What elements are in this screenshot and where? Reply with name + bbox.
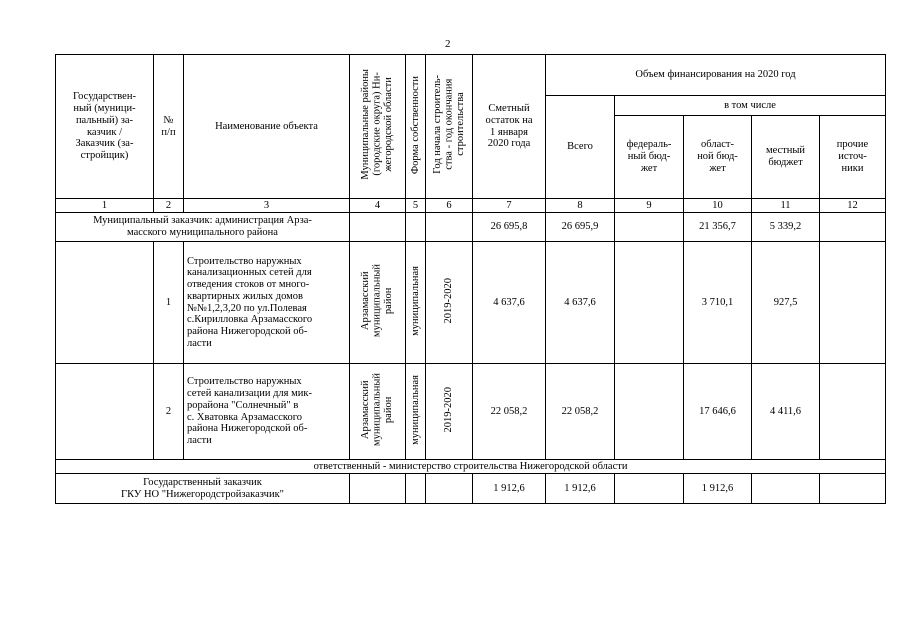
cell-balance: 26 695,8 [473, 213, 546, 242]
cell-ownership-text: муниципальная [409, 374, 421, 445]
cell-total: 22 058,2 [546, 364, 615, 460]
cell-total: 1 912,6 [546, 474, 615, 504]
column-number: 2 [154, 199, 184, 213]
header-ownership-text: Форма собственности [409, 75, 421, 174]
column-number: 11 [752, 199, 820, 213]
header-customer: Государствен- ный (муници- пальный) за- казчик / Заказчик (за- стройщик) [56, 55, 154, 199]
cell-other [820, 364, 886, 460]
cell-local: 927,5 [752, 242, 820, 364]
cell-other [820, 213, 886, 242]
responsible-label: ответственный - министерство строительства Нижегородской области [56, 460, 886, 474]
cell-object-name: Строительство наружных сетей канализации для мик- рорайона "Солнечный" в с. Хватовка Арзамасского района Нижегородской об- ласти [184, 364, 350, 460]
cell-total: 26 695,9 [546, 213, 615, 242]
column-number: 10 [684, 199, 752, 213]
cell-customer [56, 364, 154, 460]
cell-customer [56, 242, 154, 364]
header-years [426, 55, 473, 199]
cell-other [820, 474, 886, 504]
cell-district [350, 364, 406, 460]
header-districts [350, 55, 406, 199]
cell-empty [426, 474, 473, 504]
cell-ownership-text: муниципальная [409, 265, 421, 336]
cell-regional: 1 912,6 [684, 474, 752, 504]
cell-empty [406, 213, 426, 242]
header-local: местный бюджет [752, 116, 820, 199]
cell-empty [350, 213, 406, 242]
cell-district-text: Арзамасский муниципальный район [360, 373, 395, 447]
column-number: 7 [473, 199, 546, 213]
cell-years-text: 2019-2020 [443, 386, 455, 433]
column-number: 4 [350, 199, 406, 213]
cell-object-name: Строительство наружных канализационных сетей для отведения стоков от много- квартирных жилых домов №№1,2,3,20 по ул.Полевая с.Кирилловка Арзамасского района Нижегородской об- ласти [184, 242, 350, 364]
cell-regional: 17 646,6 [684, 364, 752, 460]
cell-empty [426, 213, 473, 242]
cell-balance: 22 058,2 [473, 364, 546, 460]
cell-local: 5 339,2 [752, 213, 820, 242]
cell-ownership [406, 242, 426, 364]
header-ownership [406, 55, 426, 199]
header-number: № п/п [154, 55, 184, 199]
financing-table [55, 54, 886, 504]
cell-years-text: 2019-2020 [443, 277, 455, 324]
column-number: 6 [426, 199, 473, 213]
column-number: 5 [406, 199, 426, 213]
header-including: в том числе [615, 96, 886, 116]
cell-district [350, 242, 406, 364]
cell-num: 2 [154, 364, 184, 460]
cell-federal [615, 242, 684, 364]
column-number: 3 [184, 199, 350, 213]
header-balance: Сметный остаток на 1 января 2020 года [473, 55, 546, 199]
header-years-text: Год начала строитель- ства - год окончания строительства [431, 75, 466, 174]
cell-num: 1 [154, 242, 184, 364]
column-number: 1 [56, 199, 154, 213]
page-number: 2 [445, 38, 451, 50]
header-districts-text: Муниципальные районы (городские округа) Ни- жегородской области [360, 69, 395, 180]
column-number: 12 [820, 199, 886, 213]
table-row [56, 364, 886, 460]
column-number: 8 [546, 199, 615, 213]
cell-regional: 3 710,1 [684, 242, 752, 364]
column-numbers-row [56, 199, 886, 213]
group-row-municipal [56, 213, 886, 242]
cell-federal [615, 474, 684, 504]
cell-total: 4 637,6 [546, 242, 615, 364]
group-label: Муниципальный заказчик: администрация Арза- масского муниципального района [56, 213, 350, 242]
cell-local [752, 474, 820, 504]
header-financing: Объем финансирования на 2020 год [546, 55, 886, 96]
group-label: Государственный заказчик ГКУ НО "Нижегородстройзаказчик" [56, 474, 350, 504]
cell-empty [350, 474, 406, 504]
cell-balance: 4 637,6 [473, 242, 546, 364]
cell-years [426, 364, 473, 460]
cell-ownership [406, 364, 426, 460]
cell-district-text: Арзамасский муниципальный район [360, 264, 395, 338]
header-regional: област- ной бюд- жет [684, 116, 752, 199]
cell-local: 4 411,6 [752, 364, 820, 460]
cell-regional: 21 356,7 [684, 213, 752, 242]
cell-federal [615, 213, 684, 242]
cell-federal [615, 364, 684, 460]
header-total: Всего [546, 96, 615, 199]
column-number: 9 [615, 199, 684, 213]
cell-years [426, 242, 473, 364]
cell-balance: 1 912,6 [473, 474, 546, 504]
header-federal: федераль- ный бюд- жет [615, 116, 684, 199]
table-row [56, 242, 886, 364]
header-object-name: Наименование объекта [184, 55, 350, 199]
cell-other [820, 242, 886, 364]
header-other: прочие источ- ники [820, 116, 886, 199]
cell-empty [406, 474, 426, 504]
group-row-state [56, 474, 886, 504]
responsible-row [56, 460, 886, 474]
